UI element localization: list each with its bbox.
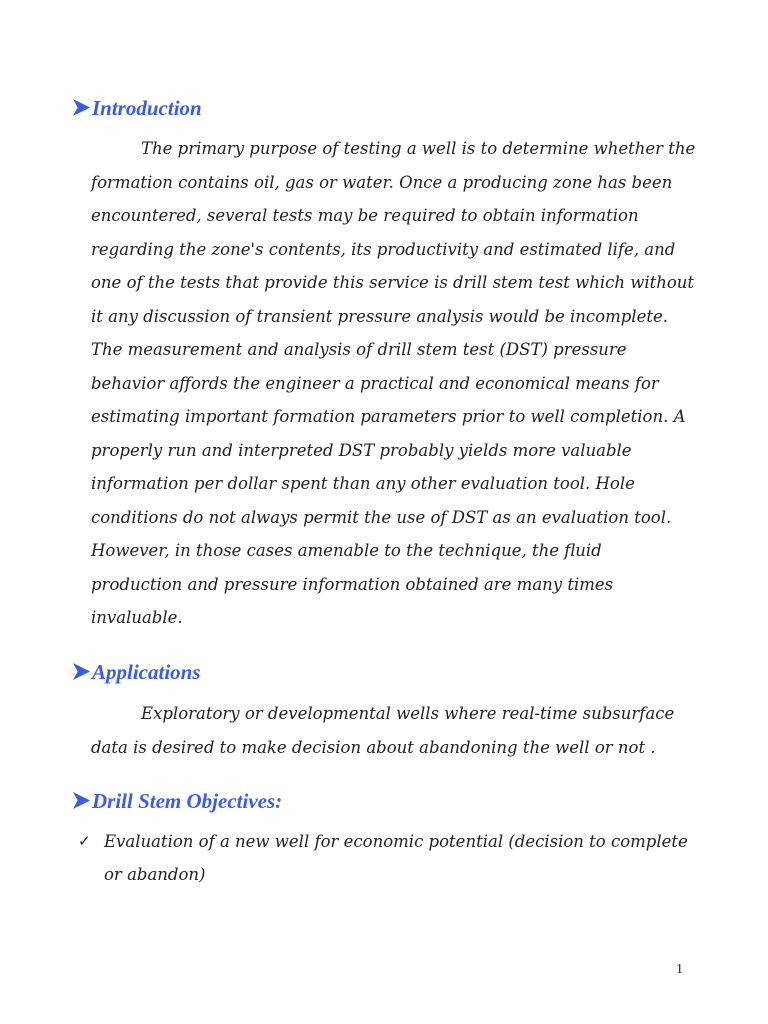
check-icon: ✓ <box>78 832 91 850</box>
paragraph-line: The measurement and analysis of drill stem test (DST) pressure <box>91 340 627 359</box>
arrow-bullet-icon <box>72 98 91 117</box>
paragraph-line: formation contains oil, gas or water. Once a producing zone has been <box>91 172 673 192</box>
list-item-text <box>104 825 688 891</box>
introduction-paragraph <box>91 132 696 635</box>
paragraph-line: behavior affords the engineer a practical and economical means for <box>91 373 659 393</box>
paragraph-line: properly run and interpreted DST probably yields more valuable <box>91 440 632 460</box>
applications-paragraph <box>91 697 691 764</box>
heading-introduction-text: Introduction <box>92 96 202 120</box>
paragraph-line: it any discussion of transient pressure analysis would be incomplete. <box>91 306 668 326</box>
heading-objectives-text: Drill Stem Objectives: <box>92 789 283 813</box>
list-item-line: Evaluation of a new well for economic potential (decision to complete <box>104 832 688 851</box>
paragraph-line: information per dollar spent than any other evaluation tool. Hole <box>91 474 635 493</box>
paragraph-line: encountered, several tests may be required to obtain information <box>91 206 639 225</box>
heading-introduction <box>72 98 202 119</box>
list-item-line: or abandon) <box>104 865 206 884</box>
paragraph-line: Exploratory or developmental wells where real-time subsurface <box>141 704 675 723</box>
paragraph-line: production and pressure information obtained are many times <box>91 574 614 594</box>
heading-applications <box>72 662 201 683</box>
paragraph-line: one of the tests that provide this service is drill stem test which without <box>91 273 695 292</box>
heading-objectives <box>72 791 282 812</box>
heading-applications-text: Applications <box>92 660 201 684</box>
arrow-bullet-icon <box>72 791 91 810</box>
page-number: 1 <box>676 962 683 977</box>
paragraph-line: The primary purpose of testing a well is to determine whether the <box>141 139 696 158</box>
arrow-bullet-icon <box>72 662 91 681</box>
paragraph-line: invaluable. <box>91 608 183 627</box>
paragraph-line: regarding the zone's contents, its productivity and estimated life, and <box>91 239 676 259</box>
paragraph-line: conditions do not always permit the use of DST as an evaluation tool. <box>91 507 672 527</box>
paragraph-line: However, in those cases amenable to the technique, the fluid <box>91 541 602 560</box>
paragraph-line: data is desired to make decision about abandoning the well or not . <box>91 737 656 757</box>
paragraph-line: estimating important formation parameters prior to well completion. A <box>91 407 686 426</box>
